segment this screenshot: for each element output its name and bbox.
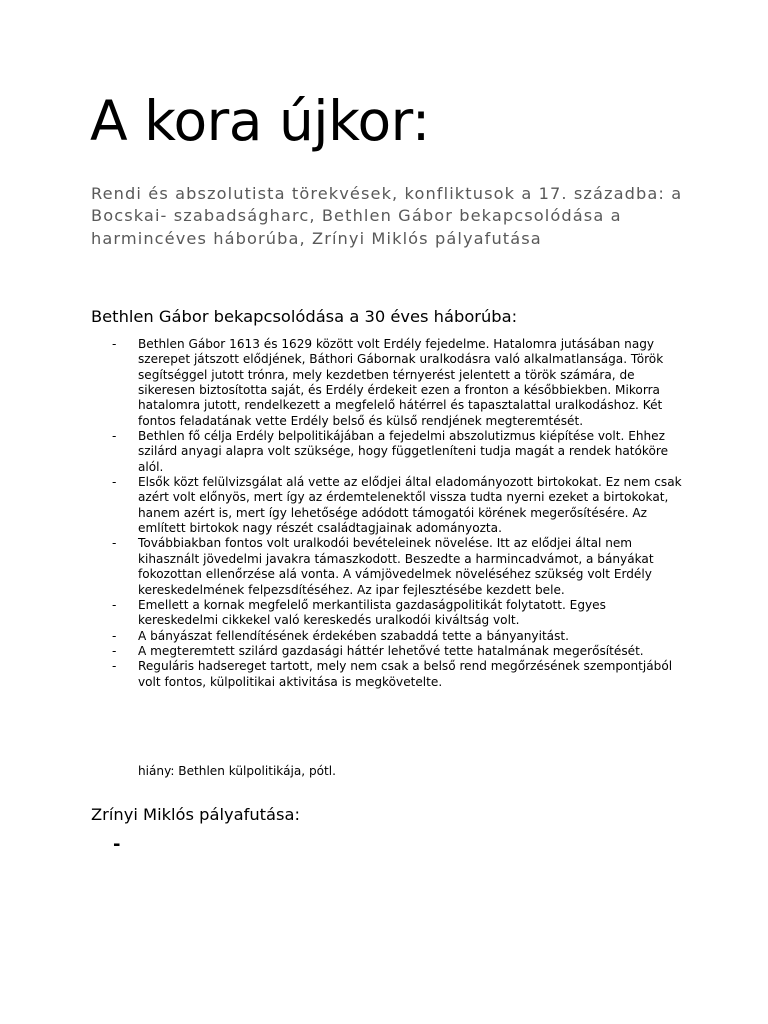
list-item [112,644,682,659]
document-title: A kora újkor: [90,89,430,153]
list-item [112,629,682,644]
missing-content-note: hiány: Bethlen külpolitikája, pótl. [138,764,336,778]
list-item-text: A megteremtett szilárd gazdasági háttér lehetővé tette hatalmának megerősítését. [138,643,644,658]
list-item-text: Reguláris hadsereget tartott, mely nem csak a belső rend megőrzésének szempontjából volt fontos, külpolitikai aktivitása is megkövetelte. [138,659,673,689]
list-item-text: Emellett a kornak megfelelő merkantilista gazdaságpolitikát folytatott. Egyes kereskedelmi cikkekel való kereskedés uralkodói kiváltság volt. [138,597,606,628]
section-heading-bethlen: Bethlen Gábor bekapcsolódása a 30 éves háborúba: [91,307,518,326]
bullet-dash: - [112,475,117,490]
list-item [112,475,682,536]
list-item [112,659,682,690]
bullet-dash: - [112,659,117,674]
section-heading-zrinyi: Zrínyi Miklós pályafutása: [91,805,300,824]
bullet-dash: - [112,429,117,444]
list-item-text: Bethlen Gábor 1613 és 1629 között volt Erdély fejedelme. Hatalomra jutásában nagy szerepet játszott elődjének, Báthori Gábornak uralkodásra való alkalmatlansága. Török segítséggel jutott trónra, mely kezdetben térnyerést jelentett a török számára, de sikeresen biztosította saját, és Erdély érdekeit ezen a fronton a későbbiekben. Mikorra hatalomra jutott, rendelkezett a megfelelő hátérrel és tapasztalattal uralkodáshoz. Két fontos feladatának vette Erdély belső és külső rendjének megteremtését. [138,337,664,428]
list-item [112,337,682,429]
list-item-text: Elsők közt felülvizsgálat alá vette az elődjei által eladományozott birtokokat. Ez nem csak azért volt előnyös, mert így az érdemtelenektől vissza tudta nyerni ezeket a birtokokat, hanem azért is, mert így lehetősége adódott támogatói körének megerősítésére. Az említett birtokok nagy részét családtagjainak adományozta. [138,475,682,536]
bethlen-bullet-list [112,337,682,690]
list-item [112,536,682,597]
bullet-dash: - [112,536,117,551]
document-subtitle: Rendi és abszolutista törekvések, konfliktusok a 17. századba: a Bocskai- szabadságharc, Bethlen Gábor bekapcsolódása a harmincéves háborúba, Zrínyi Miklós pályafutása [91,184,683,248]
empty-bullet-dash: - [113,834,121,855]
list-item-text: Bethlen fő célja Erdély belpolitikájában a fejedelmi abszolutizmus kiépítése volt. Ehhez szilárd anyagi alapra volt szüksége, hogy függetleníteni tudja magát a rendek hatóköre alól. [138,429,669,474]
bullet-dash: - [112,337,117,351]
bullet-dash: - [112,643,117,658]
list-item [112,429,682,475]
list-item [112,598,682,629]
list-item-text: A bányászat fellendítésének érdekében szabaddá tette a bányanyitást. [138,628,569,643]
bullet-dash: - [112,597,117,612]
bullet-dash: - [112,628,117,643]
list-item-text: Továbbiakban fontos volt uralkodói bevételeinek növelése. Itt az elődjei által nem kihasznált jövedelmi javakra támaszkodott. Beszedte a harmincadvámot, a bányákat fokozottan ellenőrzése alá vonta. A vámjövedelmek növeléséhez szükség volt Erdély kereskedelmének felpezsdítéséhez. Az ipar fejlesztésébe kezdett bele. [138,536,654,597]
